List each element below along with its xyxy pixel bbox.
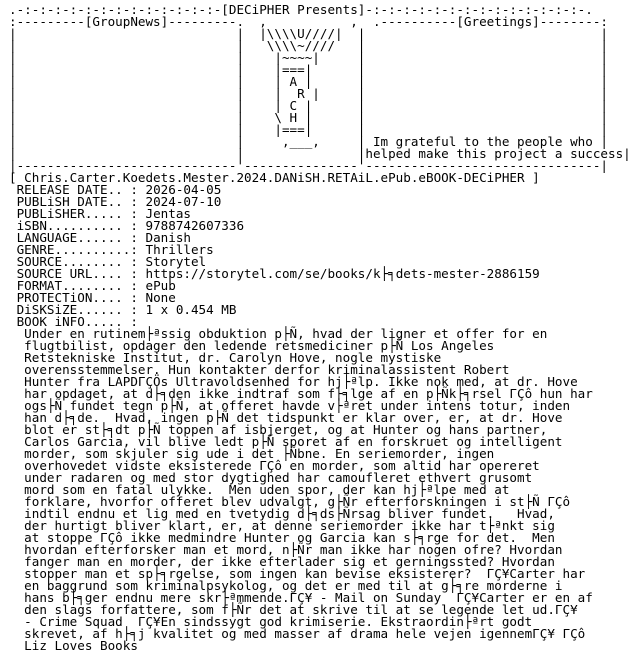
book-info-line: der hurtigt bliver klart, er, at denne seriemorder ikke har t├ªnkt sig (9, 518, 555, 533)
header-line: | | | R | | | (9, 86, 608, 101)
book-info-line: han d├╕de. Hvad, ingen p├Ñ det tidspunkt er klar over, er, at dr. Hove (9, 410, 563, 425)
header-line: | | |===| | | (9, 62, 608, 77)
header-line: | | |helped make this project a success| (9, 146, 631, 161)
book-info-line: Hunter fra LAPDΓÇÖs Ultravoldsenhed for hj├ªlp. Ikke nok med, at dr. Hove (9, 374, 578, 389)
book-info-line: Under en rutinem├ªssig obduktion p├Ñ, hvad der ligner et offer for en (9, 326, 548, 341)
info-value: https://storytel.com/se/books/k├╕dets-mester-2886159 (145, 266, 540, 281)
info-label: LANGUAGE...... : (9, 230, 146, 245)
info-value: Storytel (145, 254, 207, 269)
info-label: PUBLiSHER..... : (9, 206, 146, 221)
book-info-line: den slags forfattere, som f├Ñr det at skrive til at se legende let ud.ΓÇ¥ (9, 602, 578, 617)
header-line: | | \\\\~//// | | (9, 38, 608, 53)
info-label: iSBN.......... : (9, 218, 146, 233)
book-info-line: overhovedet vidste eksisterede ΓÇô en morder, som altid har opereret (9, 458, 540, 473)
book-info-line: Carlos Garcia, vil blive ledt p├Ñ sporet af en forskruet og intelligent (9, 434, 563, 449)
info-value: 2026-04-05 (145, 182, 222, 197)
header-line: | | ,___, | Im grateful to the people who | (9, 134, 608, 149)
book-info-line: forklare, hvorfor offeret blev udvalgt, g├Ñr efterforskningen i st├Ñ ΓÇô (9, 494, 571, 509)
book-info-line: ogs├Ñ fundet tegn p├Ñ, at offeret havde v├ªret under intens totur, inden (9, 398, 571, 413)
book-info-line: at stoppe ΓÇô ikke medmindre Hunter og Garcia kan s├╕rge for det. Men (9, 530, 555, 545)
info-value: ePub (145, 278, 176, 293)
book-info-line: hvordan efterforsker man et mord, n├Ñr man ikke har nogen ofre? Hvordan (9, 542, 563, 557)
info-value: Danish (145, 230, 191, 245)
book-info-line: skrevet, af h├╕j kvalitet og med masser af drama hele vejen igennemΓÇ¥ ΓÇô (9, 626, 586, 641)
info-label: PROTECTiON.... : (9, 290, 146, 305)
info-value: Jentas (145, 206, 191, 221)
book-info-line: har opdaget, at d├╕den ikke indtraf som f├╕lge af en p├Ñk├╕rsel ΓÇô hun har (9, 386, 593, 401)
book-info (9, 328, 640, 652)
info-label: GENRE..........: (9, 242, 146, 257)
book-info-line: indtil endnu et lig med en tvetydig d├╕ds├Ñrsag bliver fundet. Hvad, (9, 506, 555, 521)
book-info-line: morder, som skjuler sig ude i det ├Ñbne. En seriemorder, ingen (9, 446, 495, 461)
header-line: .-:-:-:-:-:-:-:-:-:-:-:-:-:-[DECiPHER Presents]-:-:-:-:-:-:-:-:-:-:-:-:-:-:-. (9, 2, 593, 17)
info-label: RELEASE DATE.. : (9, 182, 146, 197)
header-line: | | |\\\\U////| | | (9, 26, 608, 41)
book-info-line: stopper man et sp├╕rgelse, som ingen kan bevise eksisterer? ΓÇ¥Carter har (9, 566, 586, 581)
book-info-line: flugtbilist, opdager den ledende retsmediciner p├Ñ Los Angeles (9, 338, 495, 353)
header-line: | | | A | | | (9, 74, 608, 89)
info-label: PUBLiSH DATE.. : (9, 194, 146, 209)
book-info-line: fanger man en morder, der ikke efterlader sig et gerningssted? Hvordan (9, 554, 555, 569)
info-value: None (145, 290, 176, 305)
info-value: 1 x 0.454 MB (145, 302, 237, 317)
info-label: SOURCE........ : (9, 254, 146, 269)
info-label: DiSKSiZE...... : (9, 302, 146, 317)
book-info-line: mord som en fatal ulykke. Men uden spor, der kan hj├ªlpe med at (9, 482, 510, 497)
release-name: [ Chris.Carter.Koedets.Mester.2024.DANiSH.RETAiL.ePub.eBOOK-DECiPHER ] (9, 170, 540, 185)
header-line: | | |~~~~| | | (9, 50, 608, 65)
info-label: BOOK iNFO..... : (9, 314, 146, 329)
book-info-line: hans b├╕ger endnu mere skr├ªmmende.ΓÇ¥ - Mail on Sunday ΓÇ¥Carter er en af (9, 590, 593, 605)
info-label: SOURCE URL.... : (9, 266, 146, 281)
header-line: :---------[GroupNews]---------. , , .----------[Greetings]--------: (9, 14, 608, 29)
book-info-line: Liz Loves Books (9, 638, 138, 653)
header-line: | | | C | | | (9, 98, 608, 113)
book-info-line: overensstemmelser. Hun kontakter derfor kriminalassistent Robert (9, 362, 510, 377)
book-info-line: en baggrund som kriminalpsykolog, og det er med til at g├╕re morderne i (9, 578, 563, 593)
book-info-line: - Crime Squad ΓÇ¥En sindssygt god krimiserie. Ekstraordin├ªrt godt (9, 614, 533, 629)
book-info-line: under radaren og med stor dygtighed har camoufleret ethvert grusomt (9, 470, 533, 485)
header-line: | | \ H | | | (9, 110, 608, 125)
header-line: |-----------------------------'---------------'-------------------------------| (9, 158, 608, 173)
header-line: | | |===| | | (9, 122, 608, 137)
info-value: 2024-07-10 (145, 194, 222, 209)
info-label: FORMAT........ : (9, 278, 146, 293)
book-info-line: blot er st├╕dt p├Ñ toppen af isbjerget, og at Hunter og hans partner, (9, 422, 548, 437)
info-rows (9, 184, 640, 328)
info-value: Thrillers (145, 242, 214, 257)
info-value: 9788742607336 (145, 218, 245, 233)
book-info-line: Retstekniske Institut, dr. Carolyn Hove, nogle mystiske (9, 350, 442, 365)
